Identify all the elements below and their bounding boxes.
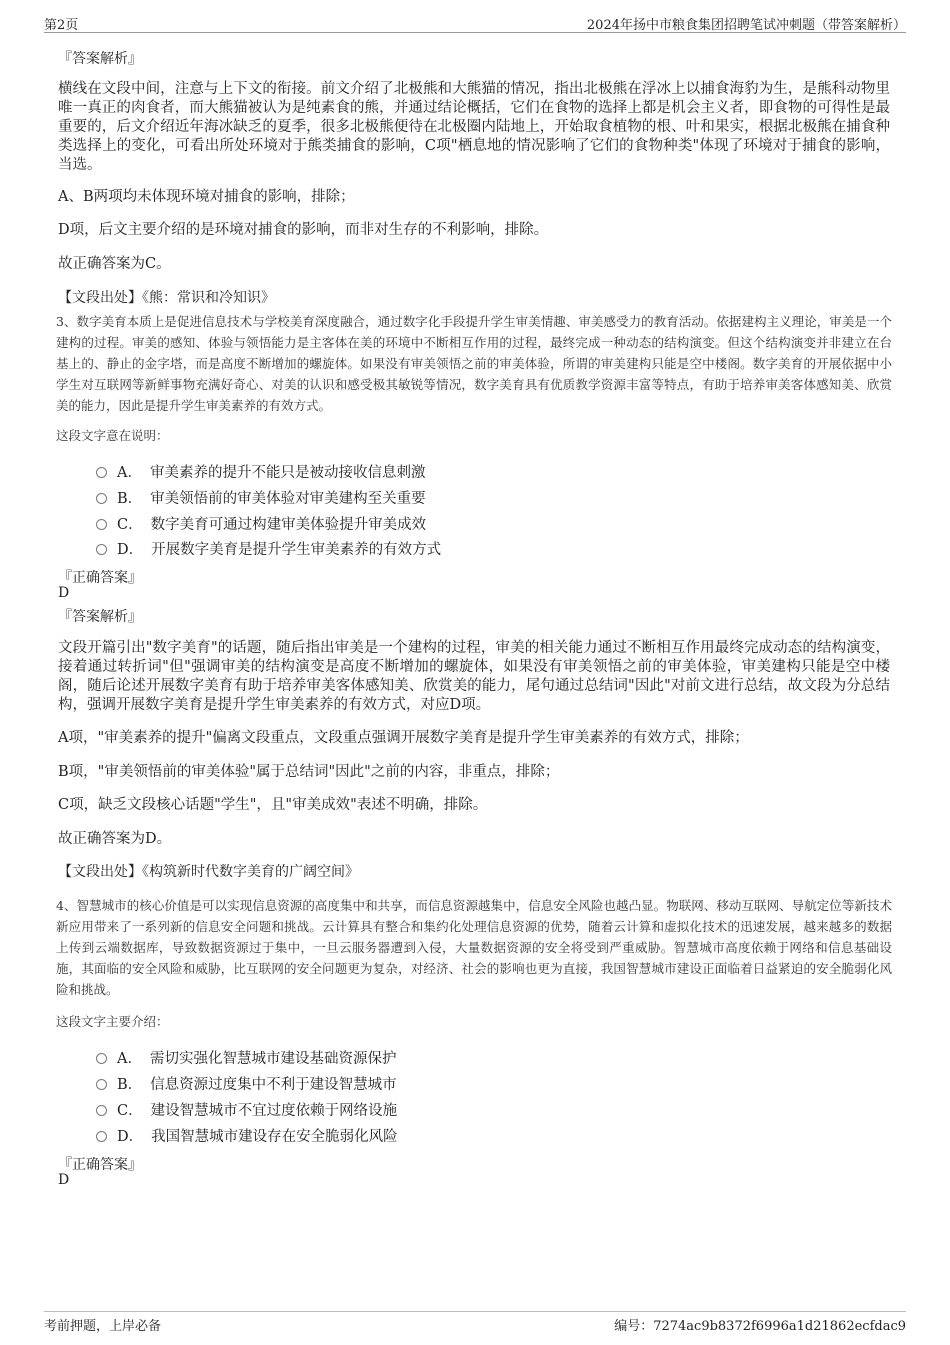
radio-icon[interactable] — [96, 1079, 107, 1090]
radio-icon[interactable] — [96, 1105, 107, 1116]
q3-option-a[interactable]: A． 审美素养的提升不能只是被动接收信息刺激 — [96, 461, 425, 482]
q3-option-c[interactable]: C． 数字美育可通过构建审美体验提升审美成效 — [96, 513, 426, 534]
q3-correct-label: 『正确答案』 — [58, 570, 142, 586]
page-number: 第2页 — [44, 18, 79, 33]
q2-option-ab-analysis: A、B两项均未体现环境对捕食的影响，排除； — [58, 189, 355, 205]
radio-icon[interactable] — [96, 493, 107, 504]
q3-correct-answer: D — [58, 585, 70, 601]
q2-answer: 故正确答案为C。 — [58, 256, 171, 272]
page-header — [44, 14, 906, 33]
q3-option-c-analysis: C项，缺乏文段核心话题"学生"，且"审美成效"表述不明确，排除。 — [58, 797, 488, 813]
q3-stem: 3、数字美育本质上是促进信息技术与学校美育深度融合，通过数字化手段提升学生审美情趣、审美感受力的教育活动。依据建构主义理论，审美是一个建构的过程。审美的感知、体验与领悟能力是主客体在美的环境中不断相互作用的过程，最终完成一种动态的结构演变。但这个结构演变并非建立在台基上的、静止的金字塔，而是高度不断增加的螺旋体。如果没有审美领悟之前的审美体验，所谓的审美建构只能是空中楼阁。数字美育的开展依据中小学生对互联网等新鲜事物充满好奇心、对美的认识和感受极其敏锐等情况，数字美育具有优质教学资源丰富等特点，有助于培养审美客体感知美、欣赏美的能力，因此是提升学生审美素养的有效方式。 — [56, 314, 892, 413]
q2-analysis: 横线在文段中间，注意与上下文的衔接。前文介绍了北极熊和大熊猫的情况，指出北极熊在浮冰上以捕食海豹为生，是熊科动物里唯一真正的肉食者，而大熊猫被认为是纯素食的熊，并通过结论概括，它们在食物的选择上都是机会主义者，即食物的可得性是最重要的，后文介绍近年海冰缺乏的夏季，很多北极熊便待在北极圈内陆地上，开始取食植物的根、叶和果实，根据北极熊在捕食种类选择上的变化，可看出所处环境对于熊类捕食的影响，C项"栖息地的情况影响了它们的食物种类"体现了环境对于捕食的影响，当选。 — [58, 81, 890, 173]
q4-correct-label: 『正确答案』 — [58, 1157, 142, 1173]
q4-correct-answer: D — [58, 1172, 70, 1188]
page-footer — [44, 1311, 906, 1335]
footer-slogan: 考前押题，上岸必备 — [44, 1319, 162, 1334]
q3-analysis-label: 『答案解析』 — [58, 609, 142, 625]
radio-icon[interactable] — [96, 1053, 107, 1064]
q4-prompt: 这段文字主要介绍： — [56, 1014, 169, 1029]
q3-prompt: 这段文字意在说明： — [56, 428, 169, 443]
q3-source: 【文段出处】《构筑新时代数字美育的广阔空间》 — [58, 864, 359, 880]
radio-icon[interactable] — [96, 544, 107, 555]
q3-option-d[interactable]: D． 开展数字美育是提升学生审美素养的有效方式 — [96, 538, 441, 559]
q3-option-b-analysis: B项，"审美领悟前的审美体验"属于总结词"因此"之前的内容，非重点，排除； — [58, 764, 560, 780]
radio-icon[interactable] — [96, 1131, 107, 1142]
q3-answer: 故正确答案为D。 — [58, 831, 172, 847]
q4-option-b[interactable]: B． 信息资源过度集中不利于建设智慧城市 — [96, 1073, 397, 1094]
q2-option-d-analysis: D项，后文主要介绍的是环境对捕食的影响，而非对生存的不利影响，排除。 — [58, 222, 549, 238]
q2-analysis-label: 『答案解析』 — [58, 51, 142, 67]
q3-option-b[interactable]: B． 审美领悟前的审美体验对审美建构至关重要 — [96, 487, 426, 508]
q4-option-a[interactable]: A． 需切实强化智慧城市建设基础资源保护 — [96, 1047, 396, 1068]
q3-analysis: 文段开篇引出"数字美育"的话题，随后指出审美是一个建构的过程，审美的相关能力通过不断相互作用最终完成动态的结构演变，接着通过转折词"但"强调审美的结构演变是高度不断增加的螺旋体，如果没有审美领悟之前的审美体验，审美建构只能是空中楼阁，随后论述开展数字美育有助于培养审美客体感知美、欣赏美的能力，尾句通过总结词"因此"对前文进行总结，故文段为分总结构，强调开展数字美育是提升学生审美素养的有效方式，对应D项。 — [58, 640, 890, 713]
radio-icon[interactable] — [96, 519, 107, 530]
q2-source: 【文段出处】《熊：常识和冷知识》 — [58, 290, 275, 306]
q4-option-c[interactable]: C． 建设智慧城市不宜过度依赖于网络设施 — [96, 1099, 397, 1120]
q4-option-d[interactable]: D． 我国智慧城市建设存在安全脆弱化风险 — [96, 1125, 398, 1146]
radio-icon[interactable] — [96, 467, 107, 478]
q4-stem: 4、智慧城市的核心价值是可以实现信息资源的高度集中和共享，而信息资源越集中，信息安全风险也越凸显。物联网、移动互联网、导航定位等新技术新应用带来了一系列新的信息安全问题和挑战。云计算具有整合和集约化处理信息资源的优势，随着云计算和虚拟化技术的迅速发展，越来越多的数据上传到云端数据库，导致数据资源过于集中，一旦云服务器遭到入侵，大量数据资源的安全将受到严重威胁。智慧城市高度依赖于网络和信息基础设施，其面临的安全风险和威胁，比互联网的安全问题更为复杂，对经济、社会的影响也更为直接，我国智慧城市建设正面临着日益紧迫的安全脆弱化风险和挑战。 — [56, 898, 892, 997]
document-title: 2024年扬中市粮食集团招聘笔试冲刺题（带答案解析） — [586, 18, 906, 33]
document-id: 编号：7274ac9b8372f6996a1d21862ecfdac9 — [614, 1319, 906, 1334]
q3-option-a-analysis: A项，"审美素养的提升"偏离文段重点，文段重点强调开展数字美育是提升学生审美素养的有效方式，排除； — [58, 730, 749, 746]
